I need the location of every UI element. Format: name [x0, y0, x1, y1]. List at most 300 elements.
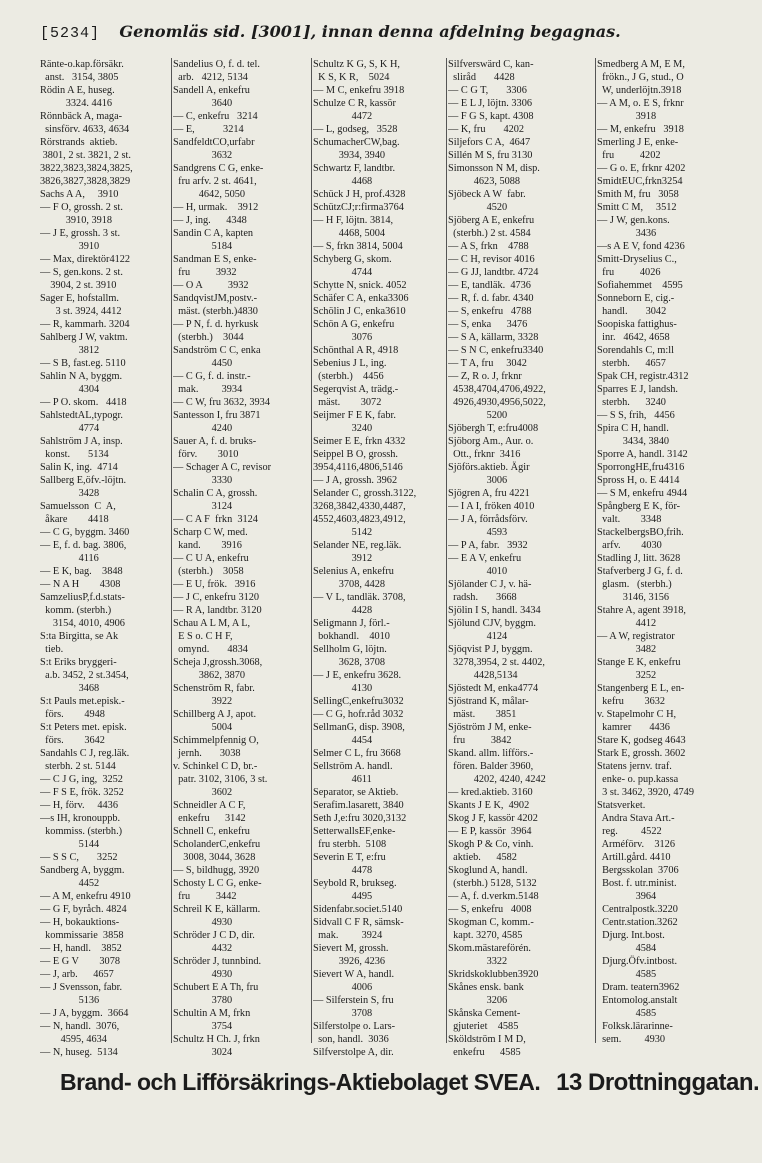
directory-entry-line: Skants J E K, 4902 — [448, 800, 530, 811]
directory-entry-line: mäst. 3072 — [313, 397, 382, 408]
directory-entry-line: tieb. — [40, 644, 64, 655]
directory-entry-line: radsh. 3668 — [448, 592, 517, 603]
directory-column-5 — [597, 58, 736, 1058]
directory-entry-line: Salin K, ing. 4714 — [40, 462, 118, 473]
directory-entry-line: Sallberg E,öfv.-löjtn. — [40, 475, 127, 486]
directory-entry-line: fru 3842 — [448, 735, 512, 746]
directory-entry-line: mäst. (sterbh.)4830 — [173, 306, 258, 317]
directory-entry-line: (sterbh.) 3058 — [173, 566, 244, 577]
directory-entry-line: Schosty L C G, enke- — [173, 878, 262, 889]
directory-entry-line: 3708, 4428 — [313, 579, 386, 590]
directory-entry-line: 3322 — [448, 956, 508, 967]
directory-entry-line: 4926,4930,4956,5022, — [448, 397, 546, 408]
column-divider — [311, 58, 312, 1043]
directory-entry-line: Schyberg G, skom. — [313, 254, 392, 265]
directory-entry-line: — M, enkefru 3918 — [597, 124, 684, 135]
directory-entry-line: Schölin J C, enka3610 — [313, 306, 406, 317]
directory-entry-line: Centr.station.3262 — [597, 917, 678, 928]
directory-entry-line: Dram. teatern3962 — [597, 982, 680, 993]
directory-entry-line: Smitt C M, 3512 — [597, 202, 677, 213]
directory-entry-line: — Max, direktör4122 — [40, 254, 131, 265]
column-divider — [446, 58, 447, 1043]
directory-entry-line: 4124 — [448, 631, 508, 642]
directory-entry-line: mäst. 3851 — [448, 709, 517, 720]
directory-entry-line: Schillberg A J, apot. — [173, 709, 257, 720]
directory-entry-line: Skog J F, kassör 4202 — [448, 813, 538, 824]
directory-entry-line: Schröder J C D, dir. — [173, 930, 255, 941]
directory-entry-line: Silfverstolpe A, dir. — [313, 1047, 394, 1058]
directory-entry-line: — H, urmak. 3912 — [173, 202, 259, 213]
directory-entry-line: — J A, förrådsförv. — [448, 514, 528, 525]
directory-entry-line: Entomolog.anstalt — [597, 995, 678, 1006]
directory-entry-line: SellmanG, disp. 3908, — [313, 722, 405, 733]
directory-entry-line: Bergsskolan 3706 — [597, 865, 679, 876]
directory-entry-line: Sjölund CJV, byggm. — [448, 618, 536, 629]
directory-entry-line: 4478 — [313, 865, 373, 876]
directory-entry-line: 4454 — [313, 735, 373, 746]
directory-entry-line: Separator, se Aktieb. — [313, 787, 399, 798]
directory-entry-line: — J W, gen.kons. — [597, 215, 670, 226]
directory-entry-line: Sandgrens C G, enke- — [173, 163, 264, 174]
directory-entry-line: 4520 — [448, 202, 508, 213]
directory-entry-line: (sterbh.) 4456 — [313, 371, 384, 382]
directory-entry-line: Stare K, godseg 4643 — [597, 735, 686, 746]
directory-entry-line: — J A, byggm. 3664 — [40, 1008, 129, 1019]
directory-entry-line: ScholanderC,enkefru — [173, 839, 261, 850]
directory-entry-line: 3922 — [173, 696, 233, 707]
directory-entry-line: 5004 — [173, 722, 233, 733]
directory-entry-line: glasm. (sterbh.) — [597, 579, 672, 590]
directory-entry-line: Sandelius O, f. d. tel. — [173, 59, 260, 70]
directory-entry-line: 3780 — [173, 995, 233, 1006]
directory-entry-line: 3801, 2 st. 3821, 2 st. — [40, 150, 131, 161]
directory-entry-line: kefru 3632 — [597, 696, 666, 707]
directory-entry-line: 3918 — [597, 111, 657, 122]
directory-entry-line: SahlstedtAL,typogr. — [40, 410, 123, 421]
directory-entry-line: 3252 — [597, 670, 657, 681]
directory-entry-line: — C G, byggm. 3460 — [40, 527, 130, 538]
directory-entry-line: 3602 — [173, 787, 233, 798]
directory-entry-line: (sterbh.) 5128, 5132 — [448, 878, 537, 889]
directory-entry-line: — N, huseg. 5134 — [40, 1047, 118, 1058]
directory-entry-line: Santesson I, fru 3871 — [173, 410, 261, 421]
directory-entry-line: — C H, revisor 4016 — [448, 254, 535, 265]
directory-entry-line: — S S, frih, 4456 — [597, 410, 675, 421]
directory-entry-line: (sterbh.) 3044 — [173, 332, 244, 343]
directory-entry-line: kand. 3916 — [173, 540, 242, 551]
directory-entry-line: Spira C H, handl. — [597, 423, 669, 434]
directory-entry-line: Sandman E S, enke- — [173, 254, 257, 265]
directory-column-3 — [313, 58, 445, 1058]
directory-entry-line: Sjöstedt M, enka4774 — [448, 683, 539, 694]
directory-entry-line: Sandahls C J, reg.läk. — [40, 748, 130, 759]
directory-entry-line: förs. 3642 — [40, 735, 105, 746]
directory-entry-line: 3124 — [173, 501, 233, 512]
directory-entry-line: — F O, grossh. 2 st. — [40, 202, 123, 213]
directory-entry-line: 4774 — [40, 423, 100, 434]
footer-company: Brand- och Lifförsäkrings-Aktiebolaget SVEA. — [60, 1069, 541, 1095]
directory-entry-line: Sahlström J A, insp. — [40, 436, 123, 447]
directory-entry-line: SmidtEUC,frkn3254 — [597, 176, 683, 187]
directory-entry-line: — A S, frkn 4788 — [448, 241, 529, 252]
directory-entry-line: Sjöberg A E, enkefru — [448, 215, 535, 226]
directory-entry-line: Sofiahemmet 4595 — [597, 280, 683, 291]
directory-entry-line: 3 st. 3924, 4412 — [40, 306, 122, 317]
directory-entry-line: Schulze C R, kassör — [313, 98, 396, 109]
directory-entry-line: Schneidler A C F, — [173, 800, 246, 811]
directory-entry-line: Skånska Cement- — [448, 1008, 521, 1019]
directory-entry-line: fru 4026 — [597, 267, 661, 278]
directory-entry-line: — C, enkefru 3214 — [173, 111, 258, 122]
directory-entry-line: — S M, enkefru 4944 — [597, 488, 688, 499]
directory-entry-line: Schröder J, tunnbind. — [173, 956, 262, 967]
directory-entry-line: arb. 4212, 5134 — [173, 72, 248, 83]
directory-entry-line: Stahre A, agent 3918, — [597, 605, 686, 616]
directory-entry-line: Selenius A, enkefru — [313, 566, 394, 577]
directory-entry-line: sliråd 4428 — [448, 72, 515, 83]
directory-entry-line: 3964 — [597, 891, 657, 902]
directory-entry-line: Sjölander C J, v. hä- — [448, 579, 532, 590]
directory-entry-line: Sandberg A, byggm. — [40, 865, 125, 876]
directory-entry-line: Sager E, hofstallm. — [40, 293, 119, 304]
directory-entry-line: Segerqvist A, trädg.- — [313, 384, 399, 395]
directory-entry-line: — C G, f. d. instr.- — [173, 371, 251, 382]
directory-entry-line: reg. 4522 — [597, 826, 662, 837]
directory-entry-line: — J, ing. 4348 — [173, 215, 247, 226]
directory-entry-line: S:t Peters met. episk. — [40, 722, 127, 733]
directory-entry-line: kamrer 4436 — [597, 722, 670, 733]
directory-entry-line: 3434, 3840 — [597, 436, 670, 447]
directory-entry-line: Schultz H Ch. J, frkn — [173, 1034, 260, 1045]
directory-entry-line: 5184 — [173, 241, 233, 252]
directory-entry-line: — A M, enkefru 4910 — [40, 891, 131, 902]
directory-entry-line: Sandell A, enkefru — [173, 85, 250, 96]
directory-entry-line: Sahlberg J W, vaktm. — [40, 332, 128, 343]
directory-entry-line: 4623, 5088 — [448, 176, 521, 187]
directory-entry-line: Sporre A, handl. 3142 — [597, 449, 688, 460]
directory-entry-line: Rödin A E, huseg. — [40, 85, 115, 96]
directory-entry-line: K S, K R, 5024 — [313, 72, 390, 83]
directory-entry-line: Stadling J, litt. 3628 — [597, 553, 681, 564]
directory-entry-line: 3 st. 3462, 3920, 4749 — [597, 787, 694, 798]
directory-entry-line: 3024 — [173, 1047, 233, 1058]
directory-column-2 — [173, 58, 310, 1058]
directory-entry-line: 3278,3954, 2 st. 4402, — [448, 657, 545, 668]
directory-entry-line: 4130 — [313, 683, 373, 694]
directory-entry-line: — R, kammarh. 3204 — [40, 319, 130, 330]
directory-entry-line: — Z, R o. J, frknr — [448, 371, 522, 382]
directory-entry-line: — J E, grossh. 3 st. — [40, 228, 121, 239]
directory-entry-line: Schreil K E, källarm. — [173, 904, 261, 915]
directory-entry-line: 3268,3842,4330,4487, — [313, 501, 406, 512]
directory-entry-line: Sellholm G, löjtn. — [313, 644, 387, 655]
directory-entry-line: Smith M, fru 3058 — [597, 189, 679, 200]
directory-entry-line: fru 3442 — [173, 891, 237, 902]
directory-entry-line: Sjöstrand K, målar- — [448, 696, 529, 707]
directory-entry-line: Sellström A. handl. — [313, 761, 393, 772]
directory-entry-line: — E K, bag. 3848 — [40, 566, 123, 577]
directory-entry-line: — C G, hofr.råd 3032 — [313, 709, 404, 720]
directory-entry-line: 4006 — [313, 982, 373, 993]
directory-entry-line: Schwartz F, landtbr. — [313, 163, 396, 174]
directory-entry-line: — S, bildhugg, 3920 — [173, 865, 260, 876]
directory-entry-line: — R A, landtbr. 3120 — [173, 605, 262, 616]
directory-entry-line: Stafverberg J G, f. d. — [597, 566, 683, 577]
directory-entry-line: — A W, registrator — [597, 631, 675, 642]
directory-entry-line: 5200 — [448, 410, 508, 421]
directory-entry-line: 3006 — [448, 475, 508, 486]
directory-entry-line: Schimmelpfennig O, — [173, 735, 259, 746]
directory-entry-line: 3628, 3708 — [313, 657, 386, 668]
directory-entry-line: Scheja J,grossh.3068, — [173, 657, 263, 668]
directory-entry-line: 3910, 3918 — [40, 215, 113, 226]
directory-entry-line: Severin E T, e:fru — [313, 852, 386, 863]
directory-entry-line: Schultin A M, frkn — [173, 1008, 251, 1019]
directory-entry-line: Skoglund A, handl. — [448, 865, 528, 876]
directory-entry-line: 4450 — [173, 358, 233, 369]
directory-entry-line: Seligmann J, förl.- — [313, 618, 390, 629]
directory-entry-line: Smerling J E, enke- — [597, 137, 679, 148]
directory-entry-line: mak. 3934 — [173, 384, 243, 395]
directory-entry-line: Spross H, o. E 4414 — [597, 475, 680, 486]
directory-entry-line: Schön A G, enkefru — [313, 319, 395, 330]
directory-entry-line: enkefru 3142 — [173, 813, 246, 824]
directory-entry-line: Ränte-o.kap.försäkr. — [40, 59, 124, 70]
directory-entry-line: förs. 4948 — [40, 709, 105, 720]
directory-entry-line: 3468 — [40, 683, 100, 694]
directory-entry-line: Schnell C, enkefru — [173, 826, 250, 837]
directory-entry-line: Skånes ensk. bank — [448, 982, 524, 993]
directory-entry-line: Simonsson N M, disp. — [448, 163, 540, 174]
directory-entry-line: S:ta Birgitta, se Ak — [40, 631, 119, 642]
directory-entry-line: Sköldström I M D, — [448, 1034, 526, 1045]
directory-entry-line: 4538,4704,4706,4922, — [448, 384, 546, 395]
directory-entry-line: 3146, 3156 — [597, 592, 670, 603]
directory-entry-line: 4495 — [313, 891, 373, 902]
directory-entry-line: 4930 — [173, 969, 233, 980]
directory-entry-line: 5144 — [40, 839, 100, 850]
directory-entry-line: 4116 — [40, 553, 99, 564]
directory-entry-line: Sidvall C F R, sämsk- — [313, 917, 404, 928]
directory-entry-line: Spak CH, registr.4312 — [597, 371, 689, 382]
directory-entry-line: SchumacherCW,bag. — [313, 137, 400, 148]
directory-entry-line: — S B, fast.eg. 5110 — [40, 358, 126, 369]
directory-entry-line: SchützCJ;r:firma3764 — [313, 202, 404, 213]
directory-entry-line: — S, enka 3476 — [448, 319, 528, 330]
directory-entry-line: — P O. skom. 4418 — [40, 397, 127, 408]
directory-entry-line: Smitt-Dryselius C., — [597, 254, 677, 265]
directory-entry-line: sem. 4930 — [597, 1034, 666, 1045]
directory-entry-line: 4010 — [448, 566, 508, 577]
page-number: [5234] — [40, 25, 101, 42]
directory-entry-line: 4428 — [313, 605, 373, 616]
advertisement-footer — [60, 1069, 760, 1097]
directory-entry-line: Schenström R, fabr. — [173, 683, 255, 694]
directory-entry-line: Seippel B O, grossh. — [313, 449, 398, 460]
directory-entry-line: — E P, kassör 3964 — [448, 826, 532, 837]
directory-column-1 — [40, 58, 170, 1058]
directory-entry-line: a.b. 3452, 2 st.3454, — [40, 670, 129, 681]
directory-entry-line: 3240 — [313, 423, 373, 434]
directory-entry-line: anst. 3154, 3805 — [40, 72, 119, 83]
directory-entry-line: 3436 — [597, 228, 657, 239]
directory-entry-line: mak. 3924 — [313, 930, 383, 941]
directory-entry-line: — E, 3214 — [173, 124, 244, 135]
directory-entry-line: — S A, källarm, 3328 — [448, 332, 539, 343]
directory-entry-line: valt. 3348 — [597, 514, 662, 525]
directory-entry-line: bokhandl. 4010 — [313, 631, 390, 642]
directory-entry-line: 3926, 4236 — [313, 956, 386, 967]
directory-entry-line: — H, handl. 3852 — [40, 943, 122, 954]
directory-entry-line: — E U, frök. 3916 — [173, 579, 256, 590]
directory-entry-line: sinsförv. 4633, 4634 — [40, 124, 130, 135]
directory-entry-line: Skogman C, komm.- — [448, 917, 534, 928]
directory-entry-line: 5142 — [313, 527, 373, 538]
directory-entry-line: — C A F frkn 3124 — [173, 514, 258, 525]
directory-entry-line: 3632 — [173, 150, 233, 161]
directory-entry-line: Siljefors C A, 4647 — [448, 137, 531, 148]
directory-entry-line: Seijmer F E K, fabr. — [313, 410, 396, 421]
directory-entry-line: W, underlöjtn.3918 — [597, 85, 682, 96]
directory-entry-line: förv. 3010 — [173, 449, 239, 460]
directory-entry-line: — N, handl. 3076, — [40, 1021, 120, 1032]
column-divider — [595, 58, 596, 1043]
directory-entry-line: fru 4202 — [597, 150, 661, 161]
directory-entry-line: Ott., frknr 3416 — [448, 449, 521, 460]
directory-entry-line: 4240 — [173, 423, 233, 434]
directory-entry-line: — E A V, enkefru — [448, 553, 522, 564]
directory-entry-line: Sebenius J L, ing. — [313, 358, 387, 369]
directory-entry-line: inr. 4642, 4658 — [597, 332, 670, 343]
directory-entry-line: kommissarie 3858 — [40, 930, 124, 941]
directory-entry-line: 3812 — [40, 345, 100, 356]
directory-entry-line: Spångberg E K, för- — [597, 501, 681, 512]
directory-entry-line: jernh. 3038 — [173, 748, 241, 759]
directory-entry-line: — L, godseg, 3528 — [313, 124, 398, 135]
directory-entry-line: — J E, enkefru 3628. — [313, 670, 402, 681]
directory-entry-line: Seybold R, brukseg. — [313, 878, 397, 889]
directory-entry-line: Schönthal A R, 4918 — [313, 345, 399, 356]
directory-entry-line: S:t Eriks bryggeri- — [40, 657, 117, 668]
directory-entry-line: Skand. allm. lifförs.- — [448, 748, 534, 759]
directory-entry-line: 4432 — [173, 943, 233, 954]
directory-entry-line: fören. Balder 3960, — [448, 761, 534, 772]
directory-entry-line: Centralpostk.3220 — [597, 904, 678, 915]
directory-column-4 — [448, 58, 594, 1058]
directory-entry-line: Selander NE, reg.läk. — [313, 540, 402, 551]
directory-entry-line: — J Svensson, fabr. — [40, 982, 123, 993]
directory-entry-line: Sjölin I S, handl. 3434 — [448, 605, 541, 616]
directory-entry-line: Samuelsson C A, — [40, 501, 116, 512]
directory-entry-line: — A M, o. E S, frknr — [597, 98, 684, 109]
directory-entry-line: Statens jernv. traf. — [597, 761, 672, 772]
directory-entry-line: 4584 — [597, 943, 657, 954]
directory-entry-line: enke- o. pup.kassa — [597, 774, 679, 785]
directory-entry-line: 3076 — [313, 332, 373, 343]
directory-entry-line: — H, bokauktions- — [40, 917, 120, 928]
directory-entry-line: Seth J,e:fru 3020,3132 — [313, 813, 407, 824]
directory-entry-line: aktieb. 4582 — [448, 852, 517, 863]
directory-entry-line: SamzeliusP,f.d.stats- — [40, 592, 125, 603]
directory-entry-line: — F G S, kapt. 4308 — [448, 111, 534, 122]
directory-entry-line: Sjöbeck A W fabr. — [448, 189, 526, 200]
directory-entry-line: — A, f. d.verkm.5148 — [448, 891, 539, 902]
directory-entry-line: 4593 — [448, 527, 508, 538]
directory-entry-line: 4585 — [597, 1008, 657, 1019]
directory-entry-line: Seimer E E, frkn 4332 — [313, 436, 406, 447]
directory-entry-line: Sachs A A, 3910 — [40, 189, 119, 200]
directory-columns — [40, 58, 736, 1058]
directory-entry-line: Schäfer C A, enka3306 — [313, 293, 409, 304]
directory-entry-line: — T A, fru 3042 — [448, 358, 527, 369]
directory-entry-line: Rönnbäck A, maga- — [40, 111, 123, 122]
directory-entry-line: enkefru 4585 — [448, 1047, 521, 1058]
directory-entry-line: Arméförv. 3126 — [597, 839, 675, 850]
directory-entry-line: Bost. f. utr.minist. — [597, 878, 677, 889]
directory-entry-line: — S N C, enkefru3340 — [448, 345, 544, 356]
directory-entry-line: —s IH, kronouppb. — [40, 813, 121, 824]
directory-entry-line: — S S C, 3252 — [40, 852, 118, 863]
directory-entry-line: Andra Stava Art.- — [597, 813, 675, 824]
directory-entry-line: 4744 — [313, 267, 373, 278]
directory-entry-line: — H F, löjtn. 3814, — [313, 215, 394, 226]
directory-entry-line: 4930 — [173, 917, 233, 928]
directory-entry-line: — Schager A C, revisor — [173, 462, 272, 473]
directory-entry-line: — H, förv. 4436 — [40, 800, 118, 811]
directory-entry-line: Statsverket. — [597, 800, 646, 811]
directory-entry-line: — C J G, ing, 3252 — [40, 774, 123, 785]
directory-entry-line: 3640 — [173, 98, 233, 109]
directory-entry-line: — V L, tandläk. 3708, — [313, 592, 406, 603]
directory-entry-line: 4552,4603,4823,4912, — [313, 514, 406, 525]
directory-entry-line: kapt. 3270, 4585 — [448, 930, 523, 941]
directory-entry-line: Stark E, grossh. 3602 — [597, 748, 686, 759]
directory-entry-line: 3822,3823,3824,3825, — [40, 163, 133, 174]
directory-entry-line: Djurg. Int.bost. — [597, 930, 665, 941]
directory-entry-line: sterbh. 3240 — [597, 397, 666, 408]
directory-entry-line: — I A I, fröken 4010 — [448, 501, 535, 512]
directory-entry-line: SandfeldtCO,urfabr — [173, 137, 255, 148]
directory-entry-line: 3904, 2 st. 3910 — [40, 280, 117, 291]
directory-entry-line: 4472 — [313, 111, 373, 122]
directory-entry-line: 5136 — [40, 995, 100, 1006]
directory-entry-line: Sjögren A, fru 4221 — [448, 488, 530, 499]
directory-entry-line: 4202, 4240, 4242 — [448, 774, 546, 785]
directory-entry-line: omynd. 4834 — [173, 644, 248, 655]
directory-entry-line: 3862, 3870 — [173, 670, 246, 681]
directory-entry-line: Smedberg A M, E M, — [597, 59, 685, 70]
directory-entry-line: S:t Pauls met.episk.- — [40, 696, 125, 707]
directory-entry-line: Skogh P & Co, vinh. — [448, 839, 534, 850]
directory-entry-line: Silferstolpe o. Lars- — [313, 1021, 396, 1032]
directory-entry-line: Scharp C W, med. — [173, 527, 248, 538]
directory-entry-line: 4428,5134 — [448, 670, 518, 681]
directory-entry-line: 3324. 4416 — [40, 98, 113, 109]
directory-entry-line: Soopiska fattighus- — [597, 319, 677, 330]
directory-entry-line: 3910 — [40, 241, 100, 252]
directory-entry-line: son, handl. 3036 — [313, 1034, 389, 1045]
directory-entry-line: 3912 — [313, 553, 373, 564]
directory-entry-line: Sandin C A, kapten — [173, 228, 254, 239]
directory-entry-line: Sjöqvist P J, byggm. — [448, 644, 533, 655]
directory-entry-line: — K, fru 4202 — [448, 124, 525, 135]
directory-entry-line: 3708 — [313, 1008, 373, 1019]
directory-entry-line: SandqvistJM,postv.- — [173, 293, 258, 304]
directory-entry-line: Schalin C A, grossh. — [173, 488, 258, 499]
directory-entry-line: — S, enkefru 4788 — [448, 306, 532, 317]
directory-entry-line: Sievert W A, handl. — [313, 969, 395, 980]
directory-entry-line: Artill.gård. 4410 — [597, 852, 671, 863]
